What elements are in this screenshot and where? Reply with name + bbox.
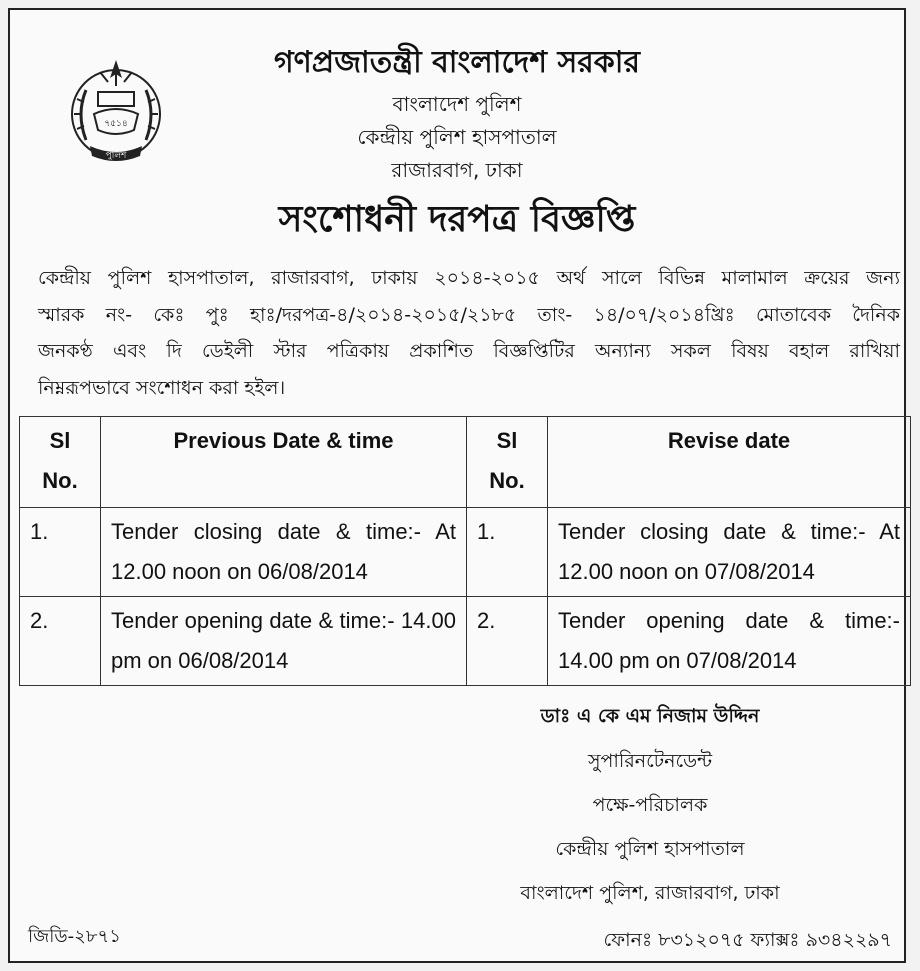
table-row bbox=[20, 597, 911, 686]
gd-number: জিডি-২৮৭১ bbox=[28, 926, 121, 947]
emblem-inscription: পুলিশ bbox=[105, 151, 127, 161]
sl-no-cell: 2. bbox=[467, 597, 548, 686]
revised-date-cell: Tender opening date & time:- 14.00 pm on 07/08/2014 bbox=[548, 597, 911, 686]
notice-body bbox=[38, 260, 900, 406]
sl-no-cell: 1. bbox=[467, 508, 548, 597]
table-header-row bbox=[20, 417, 911, 508]
body-line: কেন্দ্রীয় পুলিশ হাসপাতাল, রাজারবাগ, ঢাকায় ২০১৪-২০১৫ অর্থ সালে বিভিন্ন মালামাল ক্রয়ের জন্য bbox=[38, 267, 900, 289]
signatory-designation: সুপারিনটেনডেন্ট bbox=[587, 750, 713, 772]
phone-fax: ফোনঃ ৮৩১২০৭৫ ফ্যাক্সঃ ৯৩৪২২৯৭ bbox=[603, 929, 892, 951]
amendment-table bbox=[19, 416, 911, 686]
revised-date-cell: Tender closing date & time:- At 12.00 noon on 07/08/2014 bbox=[548, 508, 911, 597]
body-line: জনকণ্ঠ এবং দি ডেইলী স্টার পত্রিকায় প্রকাশিত বিজ্ঞপ্তিটির অন্যান্য সকল বিষয় বহাল রাখিয়া bbox=[38, 340, 900, 362]
office-name: কেন্দ্রীয় পুলিশ হাসপাতাল bbox=[357, 125, 557, 149]
signatory-office: কেন্দ্রীয় পুলিশ হাসপাতাল bbox=[555, 838, 745, 860]
previous-date-cell: Tender opening date & time:- 14.00 pm on 06/08/2014 bbox=[101, 597, 467, 686]
sl-no-cell: 2. bbox=[20, 597, 101, 686]
header-revise-date: Revise date bbox=[548, 417, 911, 508]
svg-text:৭৫১৪: ৭৫১৪ bbox=[104, 119, 128, 129]
header-previous-date: Previous Date & time bbox=[101, 417, 467, 508]
signatory-name: ডাঃ এ কে এম নিজাম উদ্দিন bbox=[540, 705, 760, 727]
office-location: রাজারবাগ, ঢাকা bbox=[391, 158, 523, 182]
government-title: গণপ্রজাতন্ত্রী বাংলাদেশ সরকার bbox=[274, 45, 640, 80]
header-sl-no: Sl No. bbox=[20, 417, 101, 508]
body-line: নিম্নরূপভাবে সংশোধন করা হইল। bbox=[38, 376, 286, 399]
signatory-on-behalf: পক্ষে-পরিচালক bbox=[592, 794, 708, 816]
notice-title: সংশোধনী দরপত্র বিজ্ঞপ্তি bbox=[278, 199, 636, 240]
signatory-address: বাংলাদেশ পুলিশ, রাজারবাগ, ঢাকা bbox=[520, 882, 780, 904]
previous-date-cell: Tender closing date & time:- At 12.00 noon on 06/08/2014 bbox=[101, 508, 467, 597]
sl-no-cell: 1. bbox=[20, 508, 101, 597]
header-sl-no: Sl No. bbox=[467, 417, 548, 508]
body-line: স্মারক নং- কেঃ পুঃ হাঃ/দরপত্র-৪/২০১৪-২০১৫/২১৮৫ তাং- ১৪/০৭/২০১৪খ্রিঃ মোতাবেক দৈনিক bbox=[38, 303, 900, 326]
table-row bbox=[20, 508, 911, 597]
department-name: বাংলাদেশ পুলিশ bbox=[392, 92, 522, 116]
